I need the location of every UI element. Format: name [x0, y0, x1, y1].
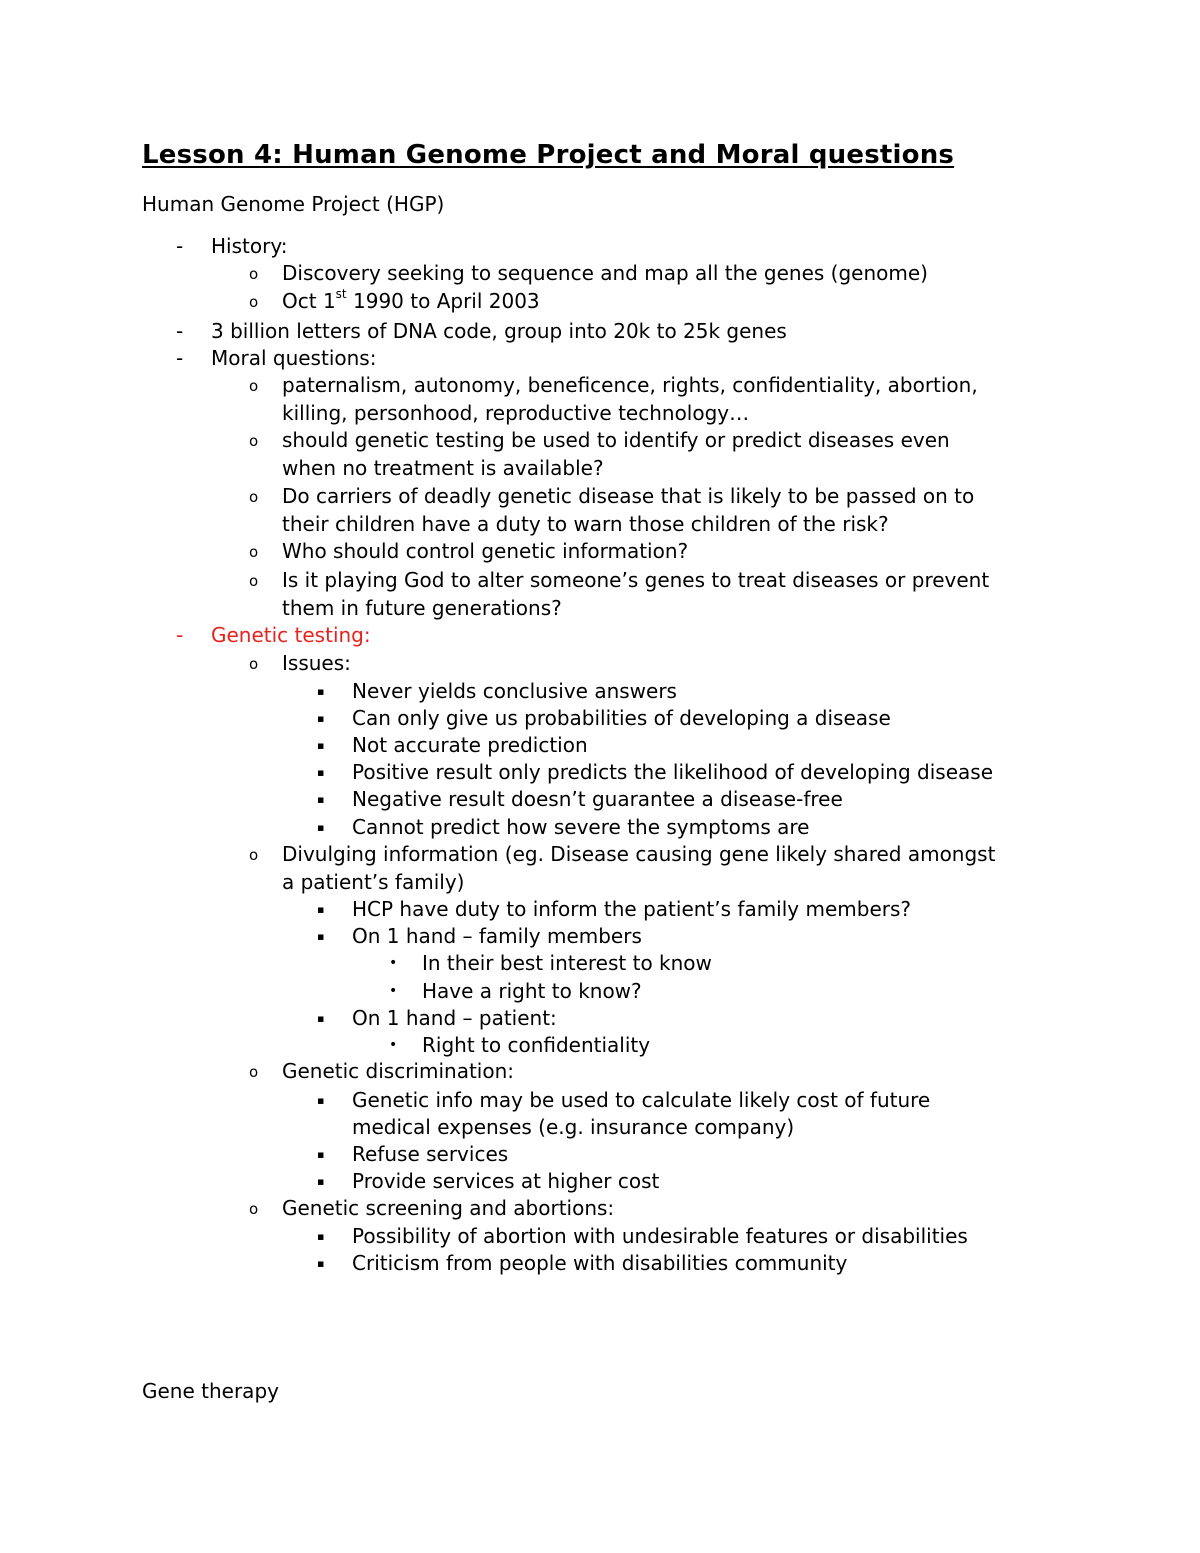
- dash-marker: -: [176, 623, 184, 647]
- issue-item: Positive result only predicts the likelihood of developing disease: [352, 760, 993, 784]
- dash-marker: -: [176, 234, 184, 258]
- discrimination-item-line-1: Genetic info may be used to calculate likely cost of future: [352, 1088, 931, 1112]
- issues-label: Issues:: [282, 651, 351, 675]
- history-label: History:: [211, 234, 288, 258]
- square-marker: ▪: [317, 1012, 325, 1025]
- circle-marker: o: [249, 293, 259, 311]
- moral-question-3-line-1: Do carriers of deadly genetic disease that is likely to be passed on to: [282, 484, 975, 508]
- square-marker: ▪: [317, 739, 325, 752]
- circle-marker: o: [249, 488, 259, 506]
- circle-marker: o: [249, 1200, 259, 1218]
- issue-item: Cannot predict how severe the symptoms are: [352, 815, 810, 839]
- moral-question-3-line-2: their children have a duty to warn those children of the risk?: [282, 512, 889, 536]
- moral-question-2-line-2: when no treatment is available?: [282, 456, 604, 480]
- screening-item: Possibility of abortion with undesirable features or disabilities: [352, 1224, 968, 1248]
- circle-marker: o: [249, 265, 259, 283]
- family-item: In their best interest to know: [422, 951, 712, 975]
- square-marker: ▪: [317, 712, 325, 725]
- genetic-testing-label: Genetic testing:: [211, 623, 371, 647]
- dash-marker: -: [176, 346, 184, 370]
- discrimination-item: Provide services at higher cost: [352, 1169, 660, 1193]
- square-marker: ▪: [317, 1148, 325, 1161]
- square-marker: ▪: [317, 821, 325, 834]
- moral-question-1-line-2: killing, personhood, reproductive technology…: [282, 401, 750, 425]
- patient-label: On 1 hand – patient:: [352, 1006, 557, 1030]
- history-dates: Oct 1st 1990 to April 2003: [282, 287, 540, 313]
- moral-questions-label: Moral questions:: [211, 346, 377, 370]
- circle-marker: o: [249, 377, 259, 395]
- discrimination-label: Genetic discrimination:: [282, 1059, 515, 1083]
- square-marker: ▪: [317, 793, 325, 806]
- discrimination-item: Refuse services: [352, 1142, 509, 1166]
- square-marker: ▪: [317, 1257, 325, 1270]
- history-discovery: Discovery seeking to sequence and map all the genes (genome): [282, 261, 928, 285]
- square-marker: ▪: [317, 930, 325, 943]
- moral-question-5-line-2: them in future generations?: [282, 596, 562, 620]
- page-title: Lesson 4: Human Genome Project and Moral questions: [142, 140, 955, 170]
- square-marker: ▪: [317, 1175, 325, 1188]
- issue-item: Can only give us probabilities of developing a disease: [352, 706, 891, 730]
- patient-item: Right to confidentiality: [422, 1033, 651, 1057]
- square-marker: ▪: [317, 766, 325, 779]
- circle-marker: o: [249, 846, 259, 864]
- gene-therapy-heading: Gene therapy: [142, 1379, 279, 1403]
- moral-question-2-line-1: should genetic testing be used to identify or predict diseases even: [282, 428, 950, 452]
- section-heading: Human Genome Project (HGP): [142, 192, 445, 216]
- issue-item: Negative result doesn’t guarantee a disease-free: [352, 787, 843, 811]
- screening-label: Genetic screening and abortions:: [282, 1196, 615, 1220]
- issue-item: Not accurate prediction: [352, 733, 588, 757]
- circle-marker: o: [249, 655, 259, 673]
- divulging-label-line-1: Divulging information (eg. Disease causing gene likely shared amongst: [282, 842, 996, 866]
- divulging-label-line-2: a patient’s family): [282, 870, 465, 894]
- bullet-marker: •: [389, 955, 398, 971]
- square-marker: ▪: [317, 685, 325, 698]
- circle-marker: o: [249, 432, 259, 450]
- circle-marker: o: [249, 543, 259, 561]
- family-members-label: On 1 hand – family members: [352, 924, 642, 948]
- divulging-duty: HCP have duty to inform the patient’s family members?: [352, 897, 912, 921]
- square-marker: ▪: [317, 903, 325, 916]
- screening-item: Criticism from people with disabilities community: [352, 1251, 848, 1275]
- square-marker: ▪: [317, 1094, 325, 1107]
- circle-marker: o: [249, 572, 259, 590]
- dna-fact: 3 billion letters of DNA code, group into 20k to 25k genes: [211, 319, 787, 343]
- bullet-marker: •: [389, 1037, 398, 1053]
- moral-question-5-line-1: Is it playing God to alter someone’s genes to treat diseases or prevent: [282, 568, 990, 592]
- dash-marker: -: [176, 319, 184, 343]
- square-marker: ▪: [317, 1230, 325, 1243]
- moral-question-1-line-1: paternalism, autonomy, beneficence, rights, confidentiality, abortion,: [282, 373, 978, 397]
- family-item: Have a right to know?: [422, 979, 642, 1003]
- discrimination-item-line-2: medical expenses (e.g. insurance company): [352, 1115, 795, 1139]
- bullet-marker: •: [389, 983, 398, 999]
- circle-marker: o: [249, 1063, 259, 1081]
- issue-item: Never yields conclusive answers: [352, 679, 677, 703]
- moral-question-4: Who should control genetic information?: [282, 539, 689, 563]
